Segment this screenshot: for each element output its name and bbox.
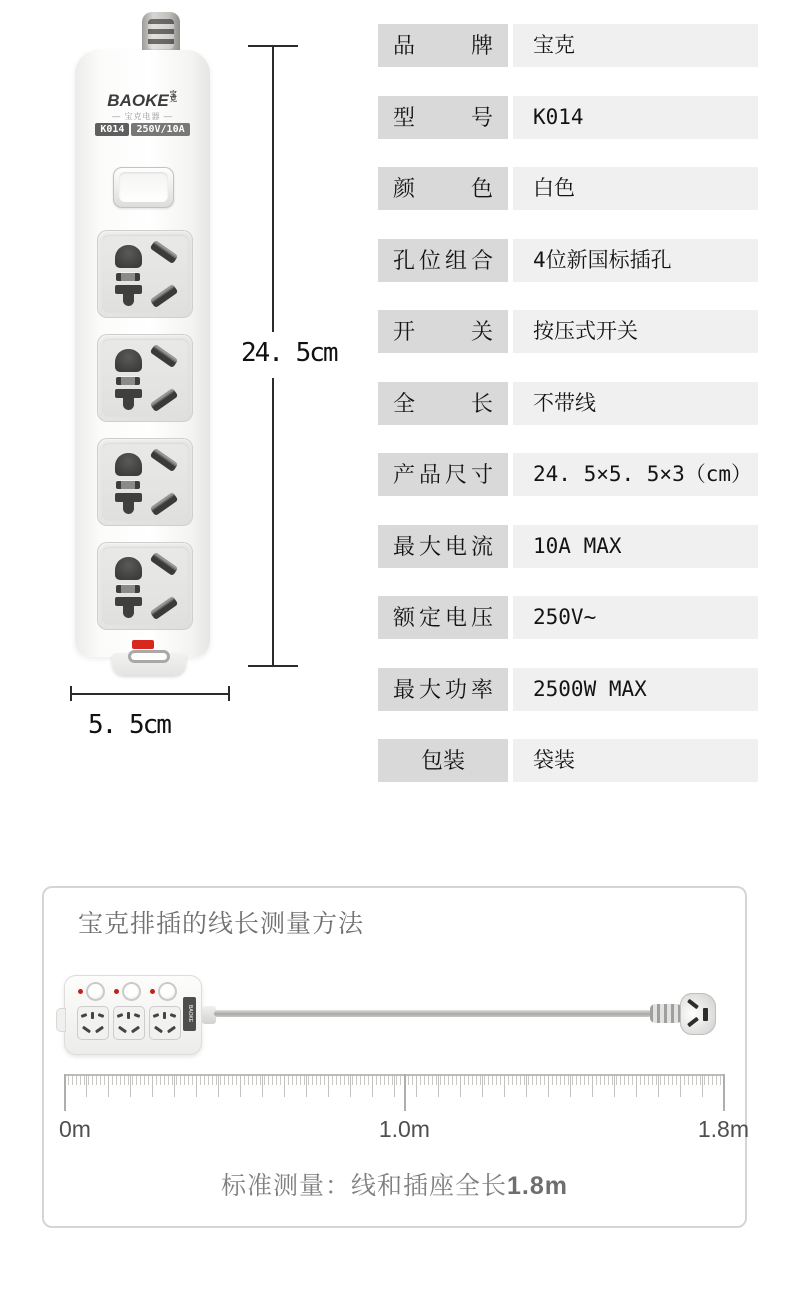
spec-label: 最大电流 — [378, 525, 508, 568]
socket-outlet — [97, 230, 193, 318]
horizontal-strip-body — [64, 975, 202, 1055]
width-dimension-line — [70, 686, 230, 701]
socket-hole — [115, 453, 142, 476]
plug-pin — [687, 1017, 699, 1028]
spec-value: 10A MAX — [513, 525, 758, 568]
plug-pin — [687, 999, 699, 1010]
spec-row-current — [378, 525, 758, 568]
strain-relief — [650, 1004, 682, 1023]
socket-hole — [115, 557, 142, 580]
indicator-dot — [78, 989, 83, 994]
socket-hole — [116, 273, 140, 281]
spec-value: 250V~ — [513, 596, 758, 639]
spec-row-size — [378, 453, 758, 496]
height-dimension-label: 24. 5cm — [241, 338, 337, 368]
spec-label: 孔位组合 — [378, 239, 508, 282]
socket-hole — [115, 597, 142, 619]
spec-row-power — [378, 668, 758, 711]
plug-pin — [703, 1008, 708, 1021]
spec-label: 全长 — [378, 382, 508, 425]
spec-value: 按压式开关 — [513, 310, 758, 353]
hang-tab — [56, 1008, 66, 1032]
socket-hole — [115, 349, 142, 372]
model-badge: K014 — [95, 123, 129, 136]
mounting-slot — [128, 650, 170, 663]
spec-value: 不带线 — [513, 382, 758, 425]
ruler-baseline — [64, 1074, 725, 1076]
spec-label: 颜色 — [378, 167, 508, 210]
brand-logo-cn: 宝克 — [169, 91, 177, 103]
socket-outlet — [97, 334, 193, 422]
spec-row-packaging — [378, 739, 758, 782]
spec-label: 品牌 — [378, 24, 508, 67]
socket-outlet — [97, 542, 193, 630]
socket-hole — [150, 492, 179, 516]
spec-row-voltage — [378, 596, 758, 639]
power-cable — [214, 1010, 652, 1017]
socket-hole — [115, 493, 142, 515]
horizontal-strip-illustration — [64, 970, 724, 1062]
power-switch-button-image — [113, 167, 174, 208]
spec-row-model — [378, 96, 758, 139]
measurement-caption — [44, 1166, 745, 1202]
power-plug — [680, 993, 716, 1035]
ruler-major-tick — [723, 1074, 725, 1111]
spec-value: 袋装 — [513, 739, 758, 782]
socket-hole — [150, 344, 179, 368]
ruler-label-middle: 1.0m — [378, 1116, 430, 1142]
measurement-method-box — [42, 886, 747, 1228]
spec-value: 白色 — [513, 167, 758, 210]
brand-subtitle: — 宝克电器 — — [112, 111, 173, 121]
socket-hole — [150, 552, 179, 576]
mini-brand-badge: BAOKE — [183, 997, 196, 1031]
spec-label: 包装 — [378, 739, 508, 782]
socket-hole — [116, 481, 140, 489]
socket-hole — [115, 245, 142, 268]
mini-socket — [77, 1006, 109, 1040]
spec-label: 开关 — [378, 310, 508, 353]
caption-text: 标准测量：线和插座全长 — [221, 1172, 508, 1200]
round-switch — [122, 982, 141, 1001]
ruler-major-tick — [64, 1074, 66, 1111]
spec-value: 2500W MAX — [513, 668, 758, 711]
socket-hole — [150, 240, 179, 264]
strip-unit — [110, 975, 146, 1055]
socket-hole — [115, 389, 142, 411]
indicator-dot — [150, 989, 155, 994]
model-badges — [75, 123, 210, 136]
spec-table — [378, 24, 758, 782]
socket-hole — [116, 585, 140, 593]
ruler-medium-ticks — [64, 1074, 725, 1097]
socket-hole — [115, 285, 142, 307]
round-switch — [86, 982, 105, 1001]
spec-label: 最大功率 — [378, 668, 508, 711]
spec-label: 型号 — [378, 96, 508, 139]
rating-badge: 250V/10A — [131, 123, 189, 136]
spec-row-outlets — [378, 239, 758, 282]
socket-hole — [150, 284, 179, 308]
spec-value: 24. 5×5. 5×3（cm） — [513, 453, 758, 496]
socket-hole — [150, 596, 179, 620]
round-switch — [158, 982, 177, 1001]
spec-row-color — [378, 167, 758, 210]
spec-value: K014 — [513, 96, 758, 139]
caption-value: 1.8m — [507, 1172, 568, 1200]
spec-row-brand — [378, 24, 758, 67]
socket-outlet — [97, 438, 193, 526]
spec-label: 产品尺寸 — [378, 453, 508, 496]
indicator-dot — [114, 989, 119, 994]
strip-unit — [146, 975, 182, 1055]
ruler-label-end: 1.8m — [697, 1116, 749, 1142]
power-strip-image — [75, 50, 210, 657]
spec-row-length — [378, 382, 758, 425]
ruler-label-start: 0m — [59, 1116, 91, 1142]
strip-unit — [74, 975, 110, 1055]
socket-hole — [150, 388, 179, 412]
brand-logo-text: BAOKE — [107, 91, 169, 110]
spec-row-switch — [378, 310, 758, 353]
ruler-major-tick — [404, 1074, 406, 1111]
measurement-box-title: 宝克排插的线长测量方法 — [78, 910, 365, 938]
mini-socket — [149, 1006, 181, 1040]
spec-label: 额定电压 — [378, 596, 508, 639]
brand-logo — [75, 92, 210, 121]
spec-value: 4位新国标插孔 — [513, 239, 758, 282]
spec-value: 宝克 — [513, 24, 758, 67]
power-indicator-light — [132, 640, 154, 649]
mini-socket — [113, 1006, 145, 1040]
socket-hole — [150, 448, 179, 472]
length-ruler — [59, 1074, 749, 1142]
width-dimension-label: 5. 5cm — [88, 710, 170, 740]
socket-hole — [116, 377, 140, 385]
